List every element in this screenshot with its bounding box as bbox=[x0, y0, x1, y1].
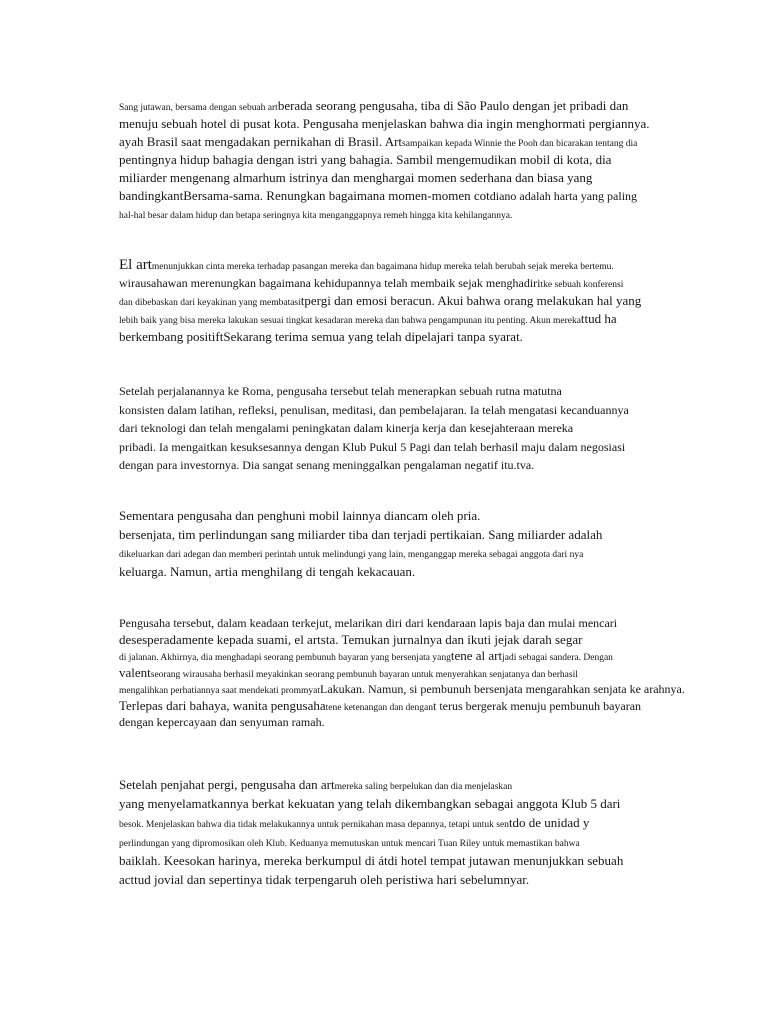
text-segment: berada seorang pengusaha, tiba di São Paulo dengan jet pribadi dan bbox=[277, 98, 629, 113]
text-segment: tpergi dan emosi beracun. Akui bahwa orang melakukan hal yang bbox=[300, 293, 642, 308]
text-segment: ayah Brasil saat mengadakan pernikahan di Brasil. Art bbox=[119, 134, 403, 149]
text-line bbox=[119, 681, 685, 698]
text-line bbox=[119, 775, 679, 794]
text-segment: dikeluarkan dari adegan dan memberi perintah untuk melindungi yang lain, menganggap mereka sebagai anggota dari nya bbox=[119, 550, 584, 560]
text-line bbox=[119, 292, 679, 310]
text-segment: diano adalah harta yang paling bbox=[489, 189, 638, 203]
text-line bbox=[119, 832, 679, 851]
paragraph-3 bbox=[119, 382, 679, 475]
text-line bbox=[119, 648, 679, 665]
text-line bbox=[119, 544, 679, 563]
text-segment: Lakukan. Namun, si pembunuh bersenjata mengarahkan senjata ke arahnya. bbox=[320, 682, 685, 696]
text-segment: menuju sebuah hotel di pusat kota. Pengusaha menjelaskan bahwa dia ingin menghormati pergiannya. bbox=[119, 116, 650, 131]
text-segment: mengalihkan perhatiannya saat mendekati prommyat bbox=[119, 686, 321, 696]
text-line bbox=[119, 274, 679, 292]
text-line bbox=[119, 632, 679, 649]
text-segment: bersenjata, tim perlindungan sang miliarder tiba dan terjadi pertikaian. Sang miliarder adalah bbox=[119, 526, 603, 542]
text-line bbox=[119, 615, 679, 632]
text-segment: Terlepas dari bahaya, wanita pengusaha bbox=[119, 697, 326, 713]
text-segment: El art bbox=[119, 257, 152, 273]
text-segment: Setelah penjahat pergi, pengusaha dan art bbox=[119, 777, 335, 792]
text-segment: menunjukkan cinta mereka terhadap pasangan mereka dan bagaimana hidup mereka telah berubah sejak mereka bertemu. bbox=[151, 262, 614, 272]
text-line bbox=[119, 97, 679, 115]
text-segment: ttud ha bbox=[580, 311, 617, 326]
paragraph-1 bbox=[119, 97, 679, 223]
text-line bbox=[119, 115, 679, 133]
text-line bbox=[119, 419, 679, 438]
text-line bbox=[119, 665, 679, 682]
text-segment: yang menyelamatkannya berkat kekuatan yang telah dikembangkan sebagai anggota Klub 5 dari bbox=[119, 796, 621, 811]
text-line bbox=[119, 563, 679, 582]
text-segment: jadi sebagai sandera. Dengan bbox=[502, 653, 613, 663]
text-line bbox=[119, 714, 679, 731]
text-segment: berkembang positiftSekarang terima semua yang telah dipelajari tanpa syarat. bbox=[119, 329, 523, 344]
paragraph-6 bbox=[119, 775, 679, 889]
text-segment: pentingnya hidup bahagia dengan istri yang bahagia. Sambil mengemudikan mobil di kota, dia bbox=[119, 152, 612, 167]
text-segment: keluarga. Namun, artia menghilang di tengah kekacauan. bbox=[119, 563, 416, 579]
text-line bbox=[119, 151, 679, 169]
text-segment: tene ketenangan dan dengan bbox=[325, 702, 433, 713]
text-line bbox=[119, 310, 679, 328]
text-segment: seorang wirausaha berhasil meyakinkan seorang pembunuh bayaran untuk menyerahkan senjatanya dan berhasil bbox=[150, 669, 578, 680]
text-segment: desesperadamente kepada suami, el artsta. Temukan jurnalnya dan ikuti jejak darah segar bbox=[119, 631, 583, 647]
text-segment: besok. Menjelaskan bahwa dia tidak melakukannya untuk pernikahan masa depannya, tetapi untuk sen bbox=[119, 820, 509, 830]
text-segment: lebih baik yang bisa mereka lakukan sesuai tingkat kesadaran mereka dan bahwa pengampunan itu penting. Akun mereka bbox=[119, 316, 581, 326]
text-line bbox=[119, 382, 679, 401]
text-segment: perlindungan yang dipromosikan oleh Klub. Keduanya memutuskan untuk mencari Tuan Riley untuk memastikan bahwa bbox=[119, 839, 580, 849]
text-line bbox=[119, 870, 679, 889]
text-segment: t terus bergerak menuju pembunuh bayaran bbox=[433, 698, 642, 713]
text-line bbox=[119, 328, 679, 346]
text-line bbox=[119, 794, 679, 813]
text-line bbox=[119, 187, 679, 205]
paragraph-5 bbox=[119, 615, 685, 731]
text-segment: wirausahawan merenungkan bagaimana kehidupannya telah membaik sejak menghadiri bbox=[119, 276, 541, 290]
text-segment: tke sebuah konferensi bbox=[540, 280, 624, 290]
text-segment: di jalanan. Akhirnya, dia menghadapi seorang pembunuh bayaran yang bersenjata yang bbox=[119, 653, 451, 663]
text-line bbox=[119, 698, 679, 715]
text-segment: miliarder mengenang almarhum istrinya dan menghargai momen sederhana dan biasa yang bbox=[119, 170, 593, 185]
text-segment: dengan kepercayaan dan senyuman ramah. bbox=[119, 715, 325, 729]
text-line bbox=[119, 438, 679, 457]
text-line bbox=[119, 851, 679, 870]
text-segment: konsisten dalam latihan, refleksi, penulisan, meditasi, dan pembelajaran. Ia telah mengatasi kecanduannya bbox=[119, 402, 629, 417]
text-line bbox=[119, 169, 679, 187]
text-segment: mereka saling berpelukan dan dia menjelaskan bbox=[334, 782, 513, 792]
text-segment: sampaikan kepada Winnie the Pooh dan bicarakan tentang dia bbox=[402, 139, 638, 149]
text-segment: hal-hal besar dalam hidup dan betapa seringnya kita menganggapnya remeh hingga kita kehilangannya. bbox=[119, 211, 513, 221]
text-line bbox=[119, 256, 679, 274]
text-segment: Sang jutawan, bersama dengan sebuah art bbox=[119, 103, 278, 113]
text-line bbox=[119, 456, 679, 475]
text-line bbox=[119, 401, 679, 420]
text-segment: Pengusaha tersebut, dalam keadaan terkejut, melarikan diri dari kendaraan lapis baja dan mulai mencari bbox=[119, 616, 618, 630]
text-line bbox=[119, 526, 679, 545]
text-segment: baiklah. Keesokan harinya, mereka berkumpul di átdi hotel tempat jutawan menunjukkan sebuah bbox=[119, 853, 624, 868]
text-segment: dengan para investornya. Dia sangat senang meninggalkan pengalaman negatif itu.tva. bbox=[119, 458, 535, 472]
text-segment: bandingkantBersama-sama. Renungkan bagaimana momen-momen cot bbox=[119, 188, 490, 203]
text-segment: valent bbox=[119, 664, 151, 680]
text-segment: Sementara pengusaha dan penghuni mobil lainnya diancam oleh pria. bbox=[119, 508, 481, 523]
text-line bbox=[119, 205, 679, 223]
paragraph-2 bbox=[119, 256, 679, 346]
text-segment: acttud jovial dan sepertinya tidak terpengaruh oleh peristiwa hari sebelumnyar. bbox=[119, 872, 530, 887]
text-segment: dari teknologi dan telah mengalami peningkatan dalam kinerja kerja dan kesejahteraan mereka bbox=[119, 421, 574, 435]
text-segment: tene al art bbox=[450, 648, 503, 663]
text-segment: dan dibebaskan dari keyakinan yang membatasi bbox=[119, 298, 301, 308]
text-line bbox=[119, 507, 679, 526]
paragraph-4 bbox=[119, 507, 679, 581]
text-line bbox=[119, 813, 679, 832]
text-segment: tdo de unidad y bbox=[508, 815, 590, 830]
text-segment: Setelah perjalanannya ke Roma, pengusaha tersebut telah menerapkan sebuah rutna matutna bbox=[119, 384, 562, 398]
text-segment: pribadi. Ia mengaitkan kesuksesannya dengan Klub Pukul 5 Pagi dan telah berhasil maju dalam negosiasi bbox=[119, 439, 626, 454]
text-line bbox=[119, 133, 679, 151]
